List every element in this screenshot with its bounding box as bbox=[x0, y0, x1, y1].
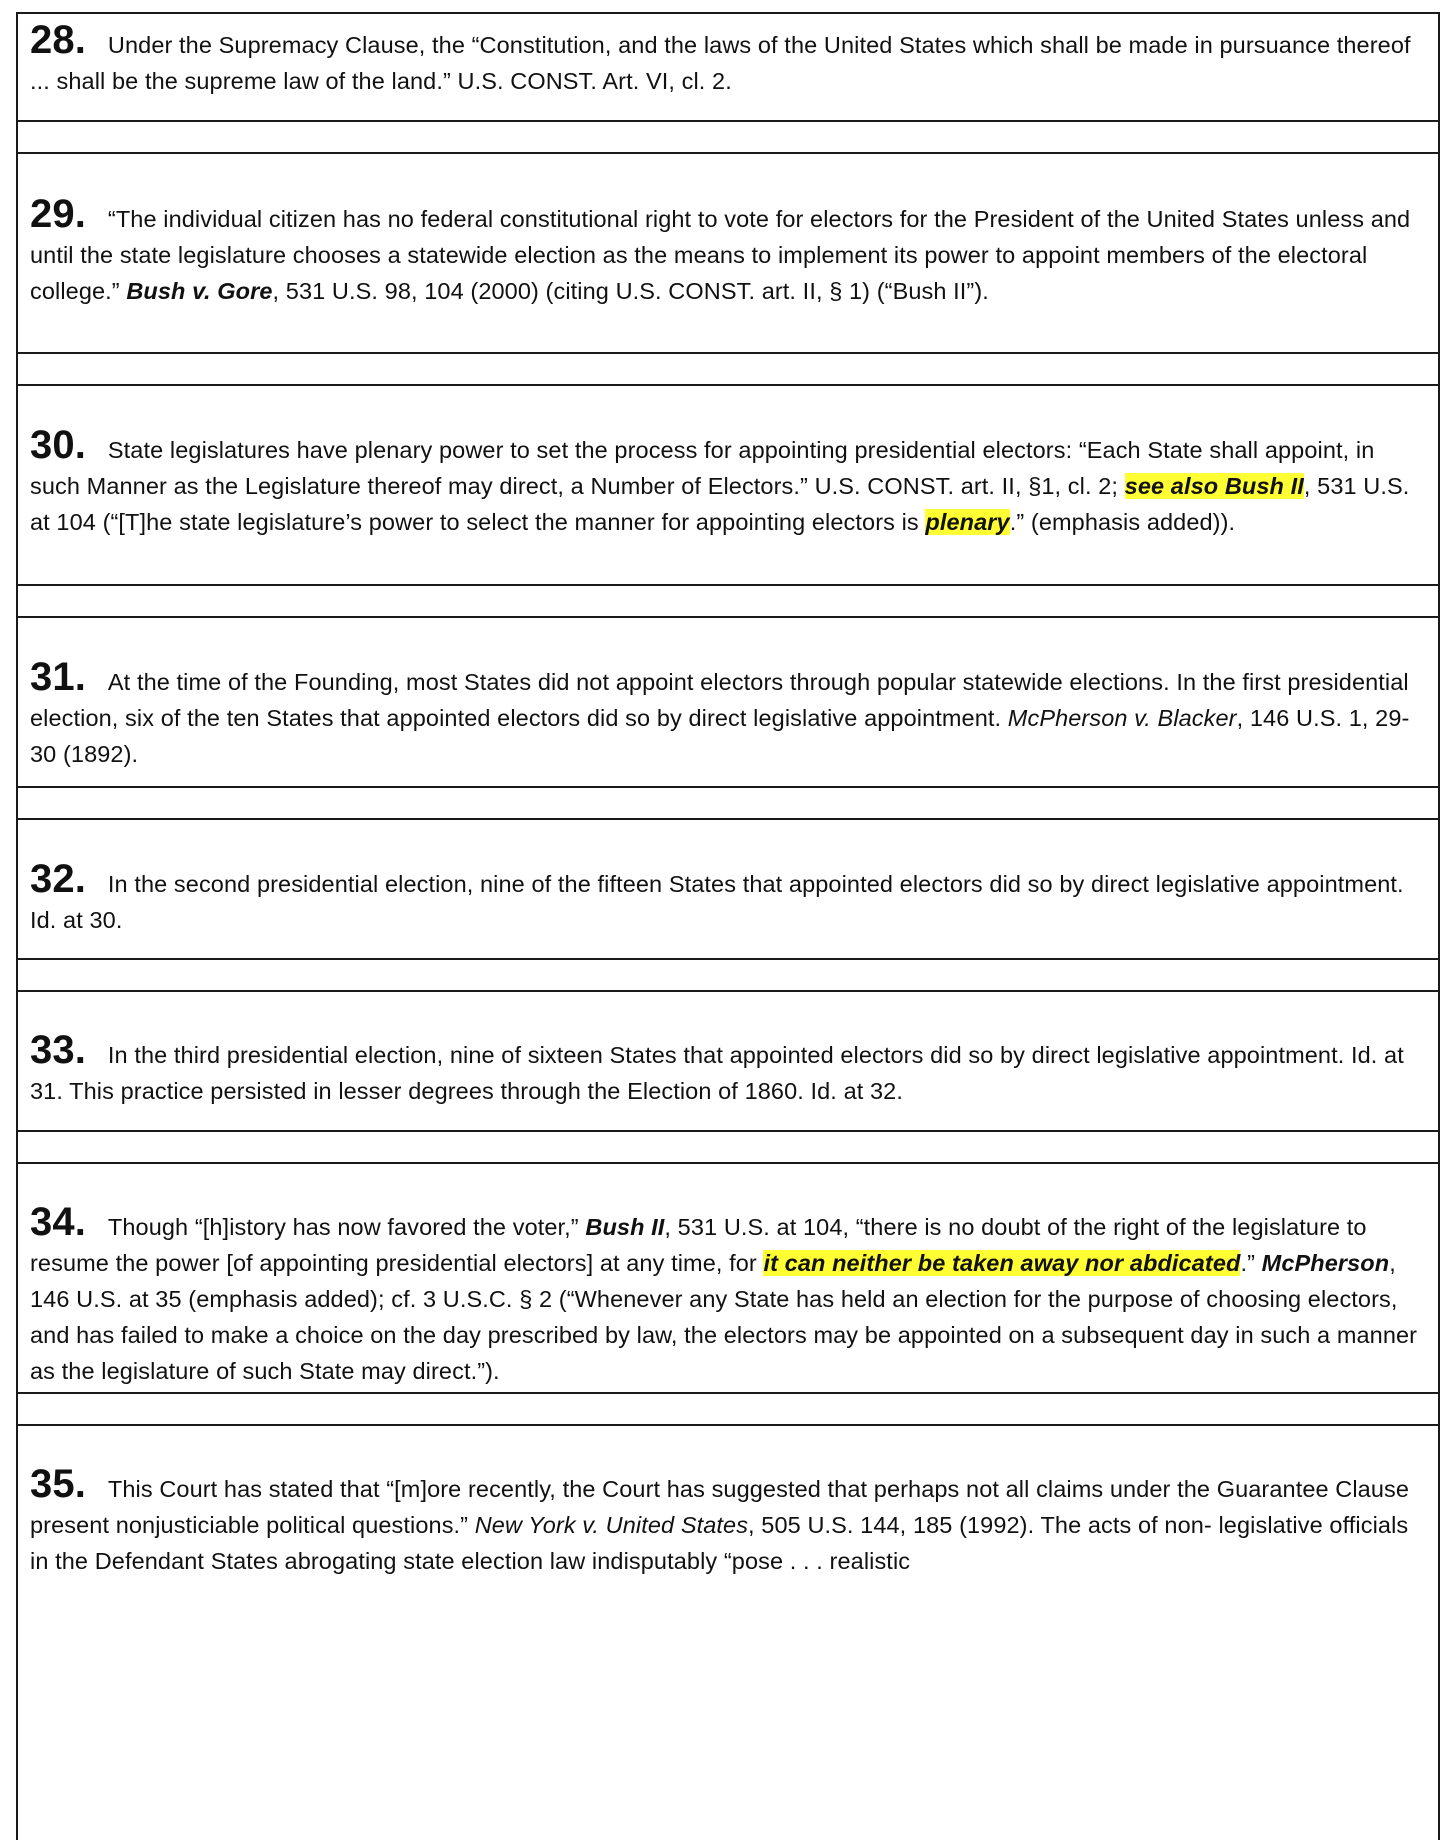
highlighted-text: it can neither be taken away nor abdicated bbox=[763, 1250, 1241, 1276]
paragraph-31 bbox=[30, 655, 1430, 772]
highlighted-text: plenary bbox=[925, 509, 1010, 535]
paragraph-text: This Court has stated that “[m]ore recently, the Court has suggested that perhaps not all claims under the Guarantee Clause present nonjusticiable political questions.” bbox=[30, 1476, 1410, 1538]
paragraph-text: , 531 U.S. at 104 (“[T]he state legislature’s power to select the manner for appointing electors is bbox=[30, 473, 1410, 535]
spacer-box bbox=[16, 584, 1440, 618]
paragraph-32 bbox=[30, 857, 1430, 938]
paragraph-29 bbox=[30, 192, 1430, 309]
paragraph-34 bbox=[30, 1200, 1430, 1389]
paragraph-number: 30. bbox=[30, 423, 86, 467]
paragraph-35 bbox=[30, 1462, 1430, 1579]
paragraph-number: 28. bbox=[30, 18, 86, 62]
paragraph-33 bbox=[30, 1028, 1430, 1109]
highlighted-text: see also Bush II bbox=[1124, 473, 1304, 499]
paragraph-text: In the second presidential election, nine of the fifteen States that appointed electors did so by direct legislative appointment. Id. at 30. bbox=[30, 871, 1404, 933]
paragraph-text: .” (emphasis added)). bbox=[1009, 509, 1236, 535]
spacer-box bbox=[16, 1130, 1440, 1164]
spacer-box bbox=[16, 786, 1440, 820]
paragraph-text: , 505 U.S. 144, 185 (1992). The acts of non- legislative officials in the Defendant States abrogating state election law indisputably “pose . . . realistic bbox=[30, 1512, 1409, 1574]
paragraph-text: “The individual citizen has no federal constitutional right to vote for electors for the President of the United States unless and until the state legislature chooses a statewide election as the means to implement its power to appoint members of the electoral college.” bbox=[30, 206, 1411, 304]
paragraph-28 bbox=[30, 18, 1430, 99]
spacer-box bbox=[16, 1392, 1440, 1426]
paragraph-text: At the time of the Founding, most States did not appoint electors through popular statewide elections. In the first presidential election, six of the ten States that appointed electors did so by direct legislative appointment. bbox=[30, 669, 1409, 731]
paragraph-number: 31. bbox=[30, 655, 86, 699]
paragraph-text: , 146 U.S. at 35 (emphasis added); cf. 3 U.S.C. § 2 (“Whenever any State has held an election for the purpose of choosing electors, and has failed to make a choice on the day prescribed by law, the electors may be appointed on a subsequent day in such a manner as the legislature of such State may direct.”). bbox=[30, 1250, 1418, 1384]
citation-text: Bush II bbox=[585, 1214, 665, 1240]
paragraph-number: 32. bbox=[30, 857, 86, 901]
citation-text: McPherson v. Blacker bbox=[1007, 705, 1237, 731]
citation-text: McPherson bbox=[1261, 1250, 1390, 1276]
paragraph-number: 34. bbox=[30, 1200, 86, 1244]
citation-text: New York v. United States bbox=[474, 1512, 749, 1538]
paragraph-text: Under the Supremacy Clause, the “Constitution, and the laws of the United States which shall be made in pursuance thereof ... shall be the supreme law of the land.” U.S. CONST. Art. VI, cl. 2. bbox=[30, 32, 1411, 94]
paragraph-text: , 531 U.S. at 104, “there is no doubt of the right of the legislature to resume the power [of appointing presidential electors] at any time, for bbox=[30, 1214, 1367, 1276]
paragraph-number: 33. bbox=[30, 1028, 86, 1072]
paragraph-text: Though “[h]istory has now favored the voter,” bbox=[107, 1214, 586, 1240]
paragraph-text: In the third presidential election, nine of sixteen States that appointed electors did so by direct legislative appointment. Id. at 31. This practice persisted in lesser degrees through the Election of 1860. Id. at 32. bbox=[30, 1042, 1404, 1104]
spacer-box bbox=[16, 120, 1440, 154]
paragraph-text: , 146 U.S. 1, 29-30 (1892). bbox=[30, 705, 1410, 767]
citation-text: Bush v. Gore bbox=[126, 278, 273, 304]
paragraph-30 bbox=[30, 423, 1430, 540]
paragraph-number: 29. bbox=[30, 192, 86, 236]
paragraph-text: State legislatures have plenary power to set the process for appointing presidential electors: “Each State shall appoint, in such Manner as the Legislature thereof may direct, a Number of Electors.” U.S. CONST. art. II, §1, cl. 2; bbox=[30, 437, 1375, 499]
spacer-box bbox=[16, 352, 1440, 386]
paragraph-text: , 531 U.S. 98, 104 (2000) (citing U.S. CONST. art. II, § 1) (“Bush II”). bbox=[272, 278, 989, 304]
spacer-box bbox=[16, 958, 1440, 992]
paragraph-number: 35. bbox=[30, 1462, 86, 1506]
paragraph-text: .” bbox=[1240, 1250, 1262, 1276]
